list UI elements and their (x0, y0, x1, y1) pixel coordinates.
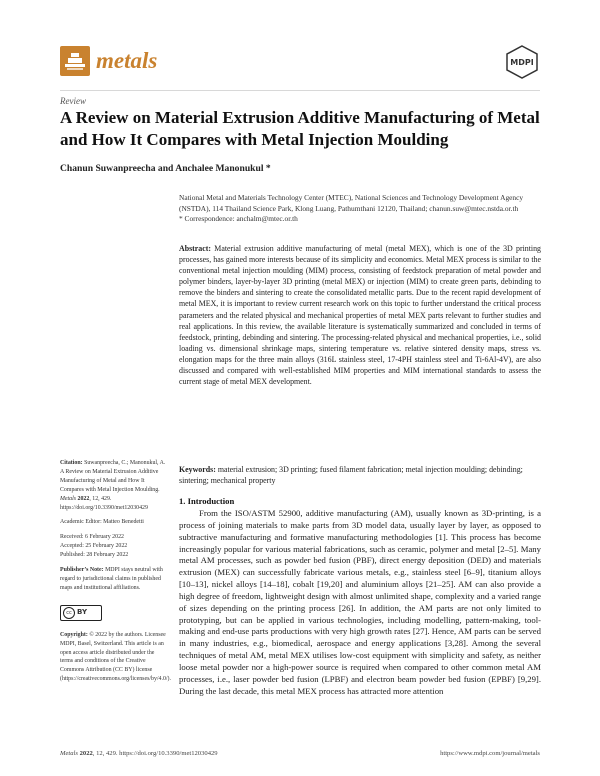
section-heading: 1. Introduction (179, 496, 235, 506)
publisher-note-label: Publisher’s Note: (60, 567, 104, 574)
affiliation-block (179, 193, 549, 225)
article-type: Review (60, 96, 86, 106)
article-sidebar (60, 459, 171, 690)
cc-by-label: BY (77, 607, 88, 616)
mdpi-logo-icon[interactable] (504, 44, 540, 80)
accepted-date: Accepted: 25 February 2022 (60, 543, 128, 550)
footer-journal-url[interactable]: https://www.mdpi.com/journal/metals (440, 750, 540, 757)
copyright-label: Copyright: (60, 631, 88, 638)
copyright-text: © 2022 by the authors. Licensee MDPI, Basel, Switzerland. This article is an open access article distributed under the terms and conditions of the Creative Commons Attribution (CC BY) license (https://creativecommons.org/licenses/by/4.0/). (60, 631, 171, 683)
keywords-label: Keywords: (179, 465, 216, 474)
received-date: Received: 6 February 2022 (60, 534, 124, 541)
affiliation-text: National Metal and Materials Technology Center (MTEC), National Sciences and Technology Development Agency (NSTDA), 114 Thailand Science Park, Klong Luang, Pathumthani 12120, Thailand; chanun.suw@mtec.nstda.or.th (179, 193, 524, 213)
footer-citation (60, 750, 218, 757)
article-title: A Review on Material Extrusion Additive Manufacturing of Metal and How It Compares with Metal Injection Moulding (60, 108, 540, 149)
publisher-note-text: MDPI stays neutral with regard to jurisdictional claims in published maps and institutional affiliations. (60, 567, 163, 591)
header-divider (60, 90, 540, 91)
author-list: Chanun Suwanpreecha and Anchalee Manonukul * (60, 163, 271, 174)
body-paragraph: From the ISO/ASTM 52900, additive manufacturing (AM), usually known as 3D-printing, is a process of joining materials to make parts from 3D model data, usually layer by layer, as opposed to subtractive manufacturing and formative manufacturing methodologies [1]. This process has become increasingly popular for various material fabrications, such as ceramic, polymer and metal [2–5]. Many metal AM processes, such as powder bed fusion (PBF), direct energy deposition (DED) and materials extrusion (MEX) can successfully fabricate various metals, e.g., stainless steel [6–9], titanium alloys [10–13], nickel alloys [14–18], cobalt [19,20] and aluminium alloys [21–25]. AM can also provide a high degree of freedom, lightweight design with almost unlimited shape, complexity and a varied range of sizes depending on the printing process [26]. In addition, the AM parts are not only limited to prototyping, but can be applied in various technologies, including modelling, pattern-making, tool-making and end-use parts productions with very high growth rates [27]. Hence, AM parts can be served in many industries, e.g., biomedical, aerospace and energy applications [3,28]. Among the several techniques of metal AM, metal MEX utilises low-cost equipment with simplicity and safety, as neither loose metal powder nor a high-power source is required when compared to other common metal AM processes, i.e., laser powder bed fusion (LPBF) and electron beam powder bed fusion (EPBF) [9,29]. During the last decade, this metal MEX process has attracted more attention (179, 508, 541, 696)
mdpi-logo-text: MDPI (510, 58, 534, 67)
citation-text: Suwanpreecha, C.; Manonukul, A. A Review on Material Extrusion Additive Manufacturing of Metal and How It Compares with Metal Injection Moulding. (60, 460, 166, 493)
citation (60, 459, 167, 512)
correspondence-text: * Correspondence: anchalm@mtec.or.th (179, 214, 298, 224)
keywords-text: material extrusion; 3D printing; fused filament fabrication; metal injection moulding; debinding; sintering; mechanical property (179, 465, 523, 486)
abstract-label: Abstract: (179, 244, 211, 253)
keywords (179, 464, 541, 486)
publication-dates (60, 533, 167, 560)
abstract (179, 243, 541, 387)
citation-doi[interactable]: , 12, 429. https://doi.org/10.3390/met12030429 (60, 495, 148, 511)
copyright (60, 631, 171, 684)
footer-journal: Metals (60, 750, 78, 757)
academic-editor: Academic Editor: Matteo Benedetti (60, 519, 144, 526)
footer-doi[interactable]: , 12, 429. https://doi.org/10.3390/met12030429 (92, 750, 218, 757)
footer-year: 2022 (79, 750, 93, 757)
publisher-note (60, 566, 167, 593)
citation-journal: Metals (60, 495, 77, 502)
citation-year: 2022 (77, 495, 90, 502)
published-date: Published: 28 February 2022 (60, 552, 129, 559)
citation-label: Citation: (60, 460, 83, 466)
journal-logo-icon (60, 46, 90, 76)
journal-name[interactable]: metals (96, 48, 158, 73)
abstract-text: Material extrusion additive manufacturing of metal (metal MEX), which is one of the 3D printing processes, has gained more interests because of its simplicity and economics. Metal MEX process is similar to the conventional metal injection moulding (MIM) process, consisting of feedstock preparation of metal powder and polymer binders, layer-by-layer 3D printing (metal MEX) or injection (MIM) to create green parts, debinding to remove the binders and sintering to create the consolidated metallic parts. Due to the recent rapid development of metal MEX, it is important to review current research work on this topic to further understand the critical process parameters and the related physical and mechanical properties of metal MEX parts relevant to further studies and real applications. In this review, the available literature is systematically summarized and concluded in terms of feedstock, printing, debinding and sintering. The processing-related physical and mechanical properties, i.e., solid loading vs. dimensional shrinkage maps, sintering temperature vs. relative sintered density maps, stress vs. elongation maps for the three main alloys (316L stainless steel, 17-4PH stainless steel and Ti-6Al-4V), are also discussed and compared with well-established MIM properties and MIM international standards to assess the current stage of metal MEX development. (179, 244, 541, 387)
cc-by-icon[interactable]: cc BY (60, 605, 102, 621)
